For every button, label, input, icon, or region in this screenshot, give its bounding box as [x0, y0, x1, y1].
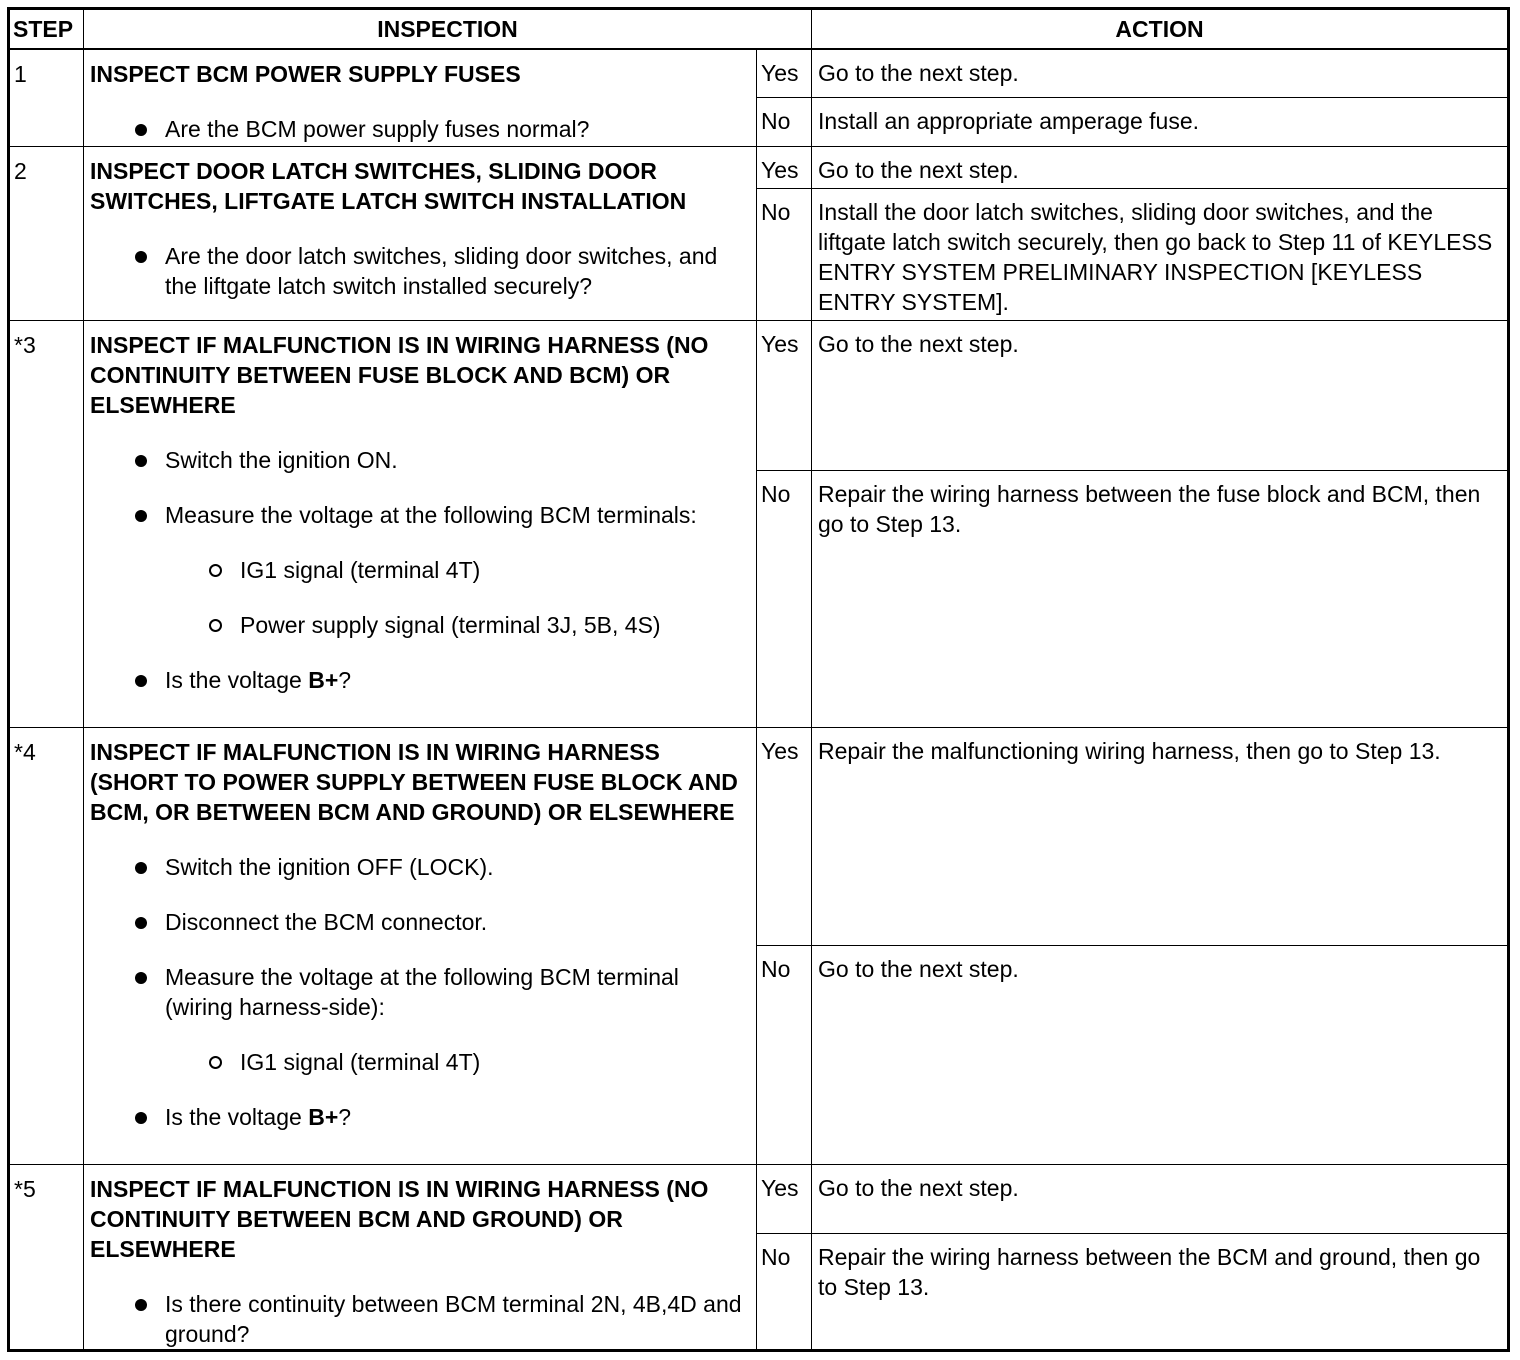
bullet-list	[90, 1289, 750, 1349]
inspection-title: INSPECT IF MALFUNCTION IS IN WIRING HARNESS (SHORT TO POWER SUPPLY BETWEEN FUSE BLOCK AND BCM, OR BETWEEN BCM AND GROUND) OR ELSEWHERE	[90, 738, 738, 825]
question-text: Is the voltage	[165, 1103, 309, 1130]
yes-label: Yes	[757, 146, 812, 188]
inspection-cell	[84, 49, 757, 146]
question-text: Is the voltage	[165, 666, 309, 693]
yes-action: Go to the next step.	[812, 1164, 1509, 1233]
table-row	[9, 320, 1509, 470]
inspection-title: INSPECT IF MALFUNCTION IS IN WIRING HARNESS (NO CONTINUITY BETWEEN FUSE BLOCK AND BCM) OR ELSEWHERE	[90, 331, 709, 418]
inspection-cell	[84, 146, 757, 320]
yes-action: Go to the next step.	[812, 146, 1509, 188]
no-action: Repair the wiring harness between the BCM and ground, then go to Step 13.	[812, 1233, 1509, 1350]
yes-label: Yes	[757, 727, 812, 945]
bullet-list	[90, 445, 750, 530]
inspection-table	[7, 7, 1510, 1352]
question-suffix: ?	[338, 666, 352, 693]
header-action: ACTION	[812, 9, 1509, 50]
yes-label: Yes	[757, 320, 812, 470]
bullet-list	[90, 852, 750, 1022]
table-row	[9, 49, 1509, 97]
no-label: No	[757, 97, 812, 146]
bullet-list	[90, 1102, 750, 1132]
table-row	[9, 727, 1509, 945]
list-item: Disconnect the BCM connector.	[90, 907, 750, 937]
inspection-cell	[84, 727, 757, 1164]
no-action: Go to the next step.	[812, 945, 1509, 1164]
list-item	[90, 1102, 750, 1132]
list-item: Are the BCM power supply fuses normal?	[90, 114, 750, 144]
bullet-list	[90, 114, 750, 144]
list-item: Switch the ignition OFF (LOCK).	[90, 852, 750, 882]
no-action: Install an appropriate amperage fuse.	[812, 97, 1509, 146]
sub-bullet-list	[90, 555, 750, 640]
step-number: *3	[9, 320, 84, 727]
no-action: Repair the wiring harness between the fuse block and BCM, then go to Step 13.	[812, 470, 1509, 727]
inspection-title: INSPECT IF MALFUNCTION IS IN WIRING HARNESS (NO CONTINUITY BETWEEN BCM AND GROUND) OR ELSEWHERE	[90, 1175, 709, 1262]
yes-label: Yes	[757, 49, 812, 97]
sub-list-item: Power supply signal (terminal 3J, 5B, 4S)	[90, 610, 750, 640]
step-number: 1	[9, 49, 84, 146]
inspection-title: INSPECT DOOR LATCH SWITCHES, SLIDING DOOR SWITCHES, LIFTGATE LATCH SWITCH INSTALLATION	[90, 157, 687, 214]
no-label: No	[757, 1233, 812, 1350]
table-row	[9, 146, 1509, 188]
yes-action: Go to the next step.	[812, 320, 1509, 470]
header-step: STEP	[9, 9, 84, 50]
yes-action: Go to the next step.	[812, 49, 1509, 97]
question-bold: B+	[308, 1103, 339, 1130]
sub-list-item: IG1 signal (terminal 4T)	[90, 555, 750, 585]
table-row	[9, 1164, 1509, 1233]
list-item: Is there continuity between BCM terminal 2N, 4B,4D and ground?	[90, 1289, 750, 1349]
inspection-title: INSPECT BCM POWER SUPPLY FUSES	[90, 61, 521, 87]
question-bold: B+	[308, 666, 339, 693]
sub-bullet-list	[90, 1047, 750, 1077]
no-label: No	[757, 470, 812, 727]
yes-action: Repair the malfunctioning wiring harness, then go to Step 13.	[812, 727, 1509, 945]
header-row	[9, 9, 1509, 50]
list-item: Measure the voltage at the following BCM terminals:	[90, 500, 750, 530]
inspection-cell	[84, 320, 757, 727]
list-item: Measure the voltage at the following BCM terminal (wiring harness-side):	[90, 962, 750, 1022]
step-number: *4	[9, 727, 84, 1164]
inspection-cell	[84, 1164, 757, 1350]
sub-list-item: IG1 signal (terminal 4T)	[90, 1047, 750, 1077]
list-item: Switch the ignition ON.	[90, 445, 750, 475]
no-action: Install the door latch switches, sliding door switches, and the liftgate latch switch securely, then go back to Step 11 of KEYLESS ENTRY SYSTEM PRELIMINARY INSPECTION [KEYLESS ENTRY SYSTEM].	[812, 188, 1509, 320]
step-number: *5	[9, 1164, 84, 1350]
header-inspection: INSPECTION	[84, 9, 812, 50]
no-label: No	[757, 945, 812, 1164]
bullet-list	[90, 241, 750, 301]
step-number: 2	[9, 146, 84, 320]
list-item: Are the door latch switches, sliding door switches, and the liftgate latch switch installed securely?	[90, 241, 750, 301]
yes-label: Yes	[757, 1164, 812, 1233]
list-item	[90, 665, 750, 695]
no-label: No	[757, 188, 812, 320]
question-suffix: ?	[338, 1103, 352, 1130]
bullet-list	[90, 665, 750, 695]
